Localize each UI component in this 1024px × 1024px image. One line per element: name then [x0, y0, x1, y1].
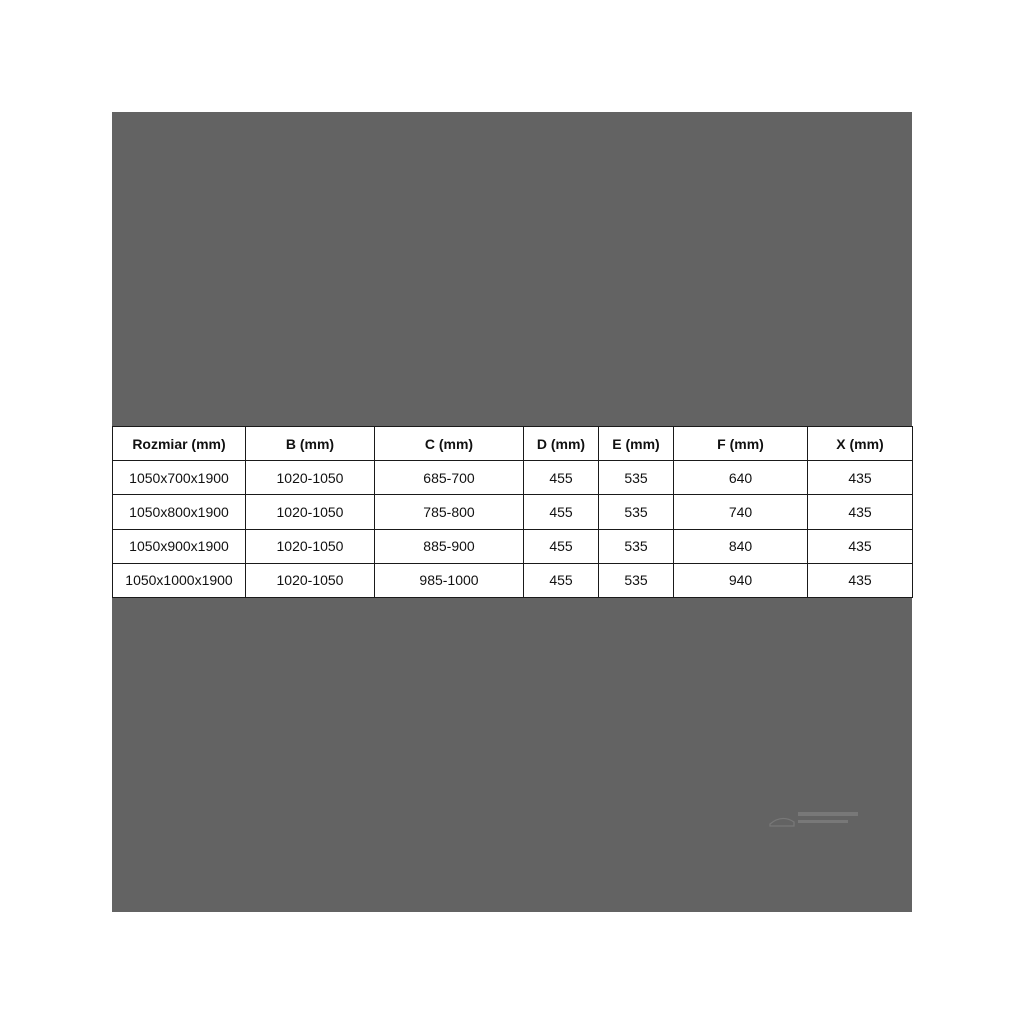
cell-b: 1020-1050 [246, 461, 375, 495]
cell-f: 740 [674, 495, 808, 529]
cell-e: 535 [599, 495, 674, 529]
table-header-row [113, 427, 913, 461]
header-d: D (mm) [524, 427, 599, 461]
cell-x: 435 [808, 529, 913, 563]
table-row [113, 495, 913, 529]
dimensions-table [112, 426, 913, 598]
header-x: X (mm) [808, 427, 913, 461]
cell-x: 435 [808, 563, 913, 597]
dimensions-table-container [112, 426, 912, 598]
cell-c: 685-700 [375, 461, 524, 495]
cell-x: 435 [808, 461, 913, 495]
cell-f: 640 [674, 461, 808, 495]
cell-d: 455 [524, 461, 599, 495]
watermark-logo [768, 808, 868, 830]
table-row [113, 529, 913, 563]
cell-b: 1020-1050 [246, 563, 375, 597]
cell-x: 435 [808, 495, 913, 529]
cell-rozmiar: 1050x1000x1900 [113, 563, 246, 597]
header-e: E (mm) [599, 427, 674, 461]
cell-rozmiar: 1050x900x1900 [113, 529, 246, 563]
header-f: F (mm) [674, 427, 808, 461]
cell-b: 1020-1050 [246, 529, 375, 563]
cell-d: 455 [524, 529, 599, 563]
header-b: B (mm) [246, 427, 375, 461]
table-row [113, 461, 913, 495]
cell-d: 455 [524, 563, 599, 597]
cell-c: 985-1000 [375, 563, 524, 597]
cell-c: 785-800 [375, 495, 524, 529]
cell-d: 455 [524, 495, 599, 529]
header-c: C (mm) [375, 427, 524, 461]
cell-c: 885-900 [375, 529, 524, 563]
cell-b: 1020-1050 [246, 495, 375, 529]
cell-e: 535 [599, 529, 674, 563]
cell-rozmiar: 1050x700x1900 [113, 461, 246, 495]
cell-f: 840 [674, 529, 808, 563]
cell-rozmiar: 1050x800x1900 [113, 495, 246, 529]
cell-e: 535 [599, 563, 674, 597]
cell-e: 535 [599, 461, 674, 495]
cell-f: 940 [674, 563, 808, 597]
header-rozmiar: Rozmiar (mm) [113, 427, 246, 461]
table-row [113, 563, 913, 597]
